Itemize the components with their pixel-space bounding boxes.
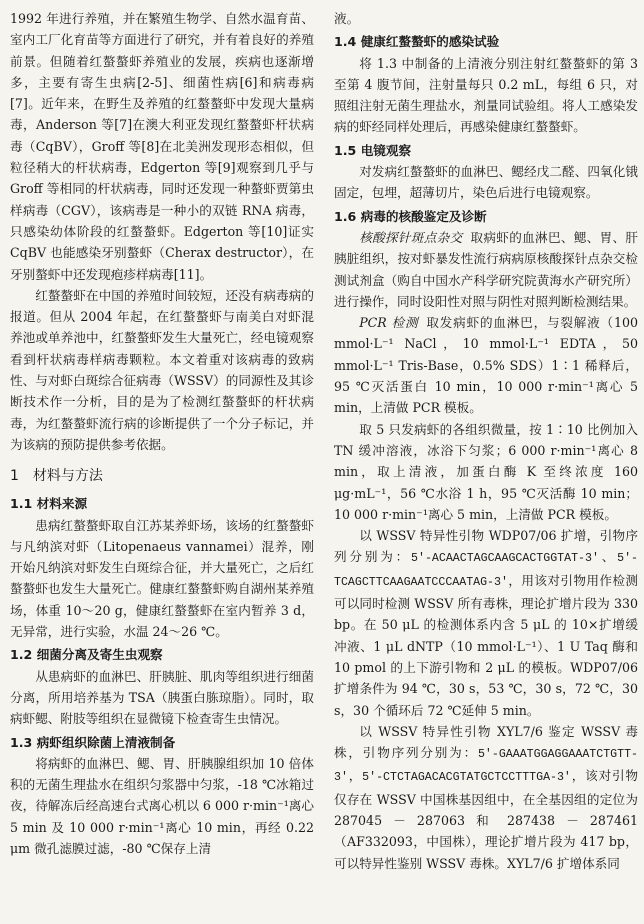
paragraph-wdp-primers: [334, 525, 638, 721]
paragraph-text: 、: [598, 549, 618, 565]
primer-sequence: 5'-TCAGCTTCAAGAATCCCAATAG-3': [334, 552, 639, 589]
paragraph-infection-test: 将 1.3 中制备的上清液分别注射红螯螯虾的第 3 至第 4 腹节间，注射量每只 0.2 mL，每组 6 只，对照组注射无菌生理盐水，剂量同试验组。将人工感染发病的虾经同样处理后，再感染健康红螯螯虾。: [334, 55, 638, 135]
subsection-heading-1-4: [334, 31, 638, 52]
subsection-number: 1.1: [10, 496, 33, 512]
subsection-number: 1.3: [10, 734, 33, 750]
primer-sequence: 5'-ACAACTAGCAAGCACTGGTAT-3': [411, 552, 599, 566]
paragraph-text: ，该对引物仅存在 WSSV 中国株基因组中，在全基因组的定位为 287045 － 287063 和 287438 － 287461（AF332093，中国株），理论扩增片段为 417 bp，可以特异性鉴别 WSSV 毒株。XYL7/6 扩增体系同: [334, 768, 639, 871]
runin-heading-pcr: PCR 检测: [359, 315, 419, 331]
runin-heading-dot-blot: 核酸探针斑点杂交: [359, 229, 463, 245]
subsection-heading-1-1: [10, 493, 314, 514]
subsection-heading-1-5: [334, 140, 638, 161]
intro-paragraph-2: 红螯螯虾在中国的养殖时间较短，还没有病毒病的报道。但从 2004 年起，在红螯螯虾与南美白对虾混养池或单养池中，红螯螯虾发生大量死亡，经电镜观察看到杆状病毒样病毒颗粒。本文着重对该病毒的致病性、与对虾白斑综合征病毒（WSSV）的同源性及其诊断技术作一分析，目的是为了检测红螯螯虾的杆状病毒，为红螯螯虾流行病的诊断提供了一个分子标记，并为该病的预防提供参考依据。: [10, 287, 314, 452]
paragraph-text: 以 WSSV 特异性引物 WDP07/06 扩增，引物序列分别为：: [334, 528, 638, 565]
subsection-title: 材料来源: [36, 496, 88, 512]
section-heading-materials-methods: 1 材料与方法: [10, 468, 103, 485]
paragraph-tissue-template: 取 5 只发病虾的各组织微量，按 1∶10 比例加入 TN 缓冲溶液，冰浴下匀浆；6 000 r·min⁻¹离心 8 min，取上清液，加蛋白酶 K 至终浓度 160 μg·mL⁻¹，56 ℃水浴 1 h，95 ℃灭活酶 10 min；10 000 r·min⁻¹离心 5 min，上清做 PCR 模板。: [334, 421, 638, 522]
intro-paragraph: 1992 年进行养殖，并在繁殖生物学、自然水温育苗、室内工厂化育苗等方面进行了研究，并有着良好的养殖前景。但随着红螯螯虾养殖业的发展，疾病也逐渐增多，主要有寄生虫病[2-5]、细菌性病[6]和病毒病[7]。近年来，在野生及养殖的红螯螯虾中发现大量病毒，Anderson 等[7]在澳大利亚发现红螯螯虾杆状病毒（CqBV），Groff 等[8]在北美洲发现形态相似，但粒径稍大的杆状病毒，Edgerton 等[9]观察到几乎与 Groff 等相同的杆状病毒，同时还发现一种螯虾贾第虫样病毒（CGV），该病毒是一种小的双链 RNA 病毒，只感染幼体阶段的红螯螯虾。Edgerton 等[10]证实 CqBV 也能感染牙别螯虾（Cherax destructor），在牙别螯虾中还发现疱疹样病毒[11]。: [10, 11, 314, 282]
subsection-title: 细菌分离及寄生虫观察: [36, 647, 163, 663]
subsection-heading-1-2: [10, 644, 314, 665]
subsection-title: 病毒的核酸鉴定及诊断: [360, 208, 487, 224]
continued-text: 液。: [334, 11, 360, 26]
subsection-number: 1.6: [334, 208, 357, 224]
right-column: [334, 8, 638, 874]
subsection-title: 电镜观察: [360, 142, 412, 158]
paragraph-em-observation: 对发病红螯螯虾的血淋巴、鳃经戊二醛、四氧化锇固定，包埋，超薄切片，染色后进行电镜观察。: [334, 164, 638, 201]
subsection-number: 1.4: [334, 34, 357, 50]
primer-sequence: 5'-GAAATGGAGGAAATCTGTT-3': [334, 748, 638, 785]
paragraph-dot-hybridization: [334, 227, 638, 312]
paragraph-supernatant-prep: 将病虾的血淋巴、鳃、胃、肝胰腺组织加 10 倍体积的无菌生理盐水在组织匀浆器中匀浆，-18 ℃冰箱过夜，待解冻后经高速台式离心机以 6 000 r·min⁻¹离心 5 min 及 10 000 r·min⁻¹离心 10 min，再经 0.22 μm 微孔滤膜过滤，-80 ℃保存上清: [10, 755, 314, 856]
subsection-number: 1.5: [334, 142, 357, 158]
paragraph-bacteria-parasite: 从患病虾的血淋巴、肝胰脏、肌肉等组织进行细菌分离，所用培养基为 TSA（胰蛋白胨琼脂）。同时，取病虾鳃、附肢等组织在显微镜下检查寄生虫情况。: [10, 668, 314, 727]
subsection-number: 1.2: [10, 647, 33, 663]
paragraph-text: ，: [347, 768, 363, 784]
paragraph-text: ，用该对引物用作检测可以同时检测 WSSV 所有毒株，理论扩增片段为 330 bp。在 50 μL 的检测体系内含 5 μL 的 10×扩增缓冲液、1 μL dNTP（10 mmol·L⁻¹）、1 U Taq 酶和 10 pmol 的上下游引物和 2 μL 的模板。WDP07/06 扩增条件为 94 ℃，30 s，53 ℃，30 s，72 ℃，30 s，30 个循环后 72 ℃延伸 5 min。: [334, 572, 638, 718]
subsection-heading-1-6: [334, 206, 638, 227]
subsection-title: 病虾组织除菌上清液制备: [36, 734, 176, 750]
paragraph-text: 取发病虾的血淋巴，与裂解液（100 mmol·L⁻¹ NaCl，10 mmol·L⁻¹ EDTA，50 mmol·L⁻¹ Tris-Base，0.5% SDS）1∶1 稀释后，95 ℃灭活蛋白 10 min，10 000 r·min⁻¹离心 5 min，上清做 PCR 模板。: [334, 315, 638, 416]
subsection-title: 健康红螯螯虾的感染试验: [360, 34, 500, 50]
paragraph-text: 取病虾的血淋巴、鳃、胃、肝胰脏组织，按对虾暴发性流行病病原核酸探针点杂交检测试剂盒（购自中国水产科学研究院黄海水产研究所）进行操作，同时设阳性对照与阴性对照判断检测结果。: [334, 229, 639, 309]
primer-sequence: 5'-CTCTAGACACGTATGCTCCTTTGA-3': [362, 771, 571, 785]
paragraph-pcr-detection: [334, 312, 638, 418]
left-column: [10, 8, 314, 859]
subsection-heading-1-3: [10, 732, 314, 753]
paragraph-text: 以 WSSV 特异性引物 XYL7/6 鉴定 WSSV 毒株，引物序列分别为：: [334, 723, 638, 761]
paragraph-material-source: 患病红螯螯虾取自江苏某养虾场，该场的红螯螯虾与凡纳滨对虾（Litopenaeus vannamei）混养，刚开始凡纳滨对虾发生白斑综合征，并大量死亡，之后红螯螯虾也发生大量死亡。健康红螯螯虾购自湖州某养殖场，体重 10～20 g，健康红螯螯虾在室内暂养 3 d，无异常，进行实验，水温 24～26 ℃。: [10, 517, 314, 640]
paragraph-xyl-primers: [334, 721, 638, 874]
